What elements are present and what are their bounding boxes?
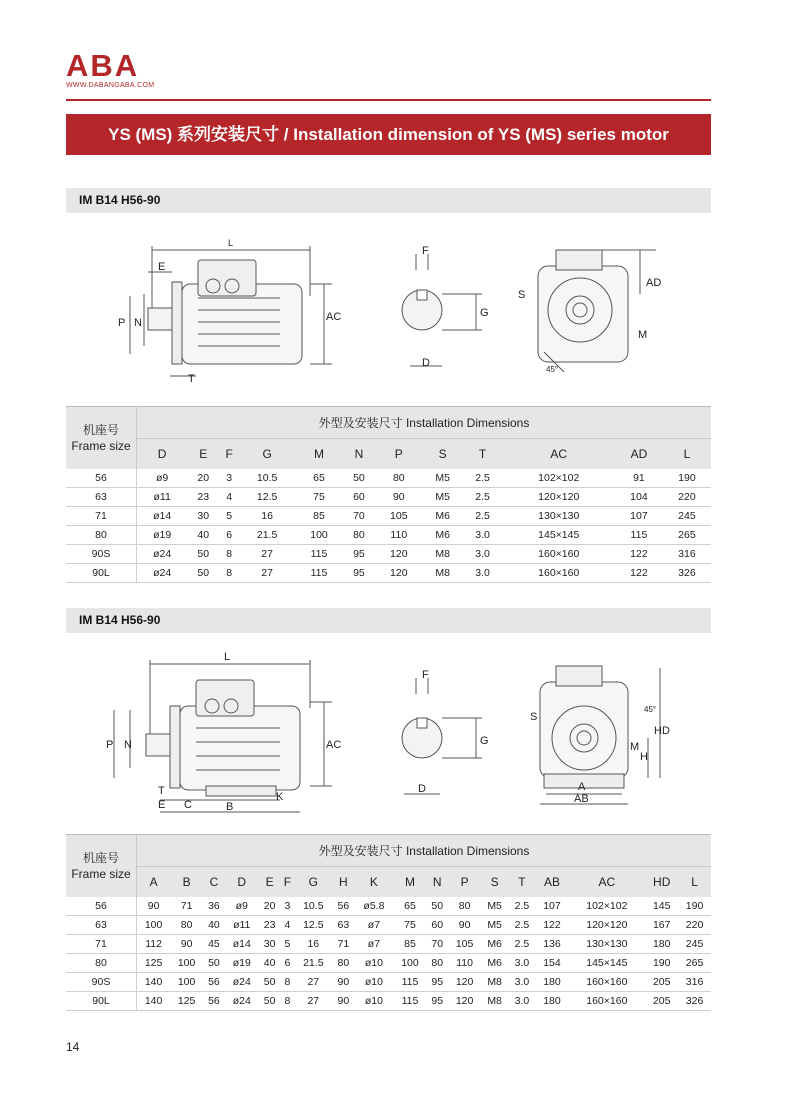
dimension-cell: 120 bbox=[448, 973, 481, 992]
dim-label-AB: AB bbox=[574, 793, 589, 805]
dimension-cell: 125 bbox=[137, 954, 171, 973]
dim-label-angle: 45° bbox=[546, 365, 559, 374]
dim-label-G: G bbox=[480, 307, 489, 319]
dimension-cell: 2.5 bbox=[508, 935, 535, 954]
dimension-cell: 4 bbox=[219, 488, 239, 507]
frame-size-cell: 63 bbox=[66, 916, 137, 935]
column-header: F bbox=[219, 439, 239, 470]
dimension-cell: 107 bbox=[615, 507, 663, 526]
dimension-cell: 75 bbox=[394, 916, 427, 935]
dimension-cell: ø11 bbox=[225, 916, 259, 935]
dim-label-T: T bbox=[158, 785, 165, 797]
dim-label-F: F bbox=[422, 669, 429, 681]
frame-size-cell: 71 bbox=[66, 507, 137, 526]
dimension-cell: 70 bbox=[343, 507, 375, 526]
dimension-cell: 3.0 bbox=[508, 973, 535, 992]
dimension-table-1 bbox=[66, 406, 711, 583]
dimension-cell: ø19 bbox=[137, 526, 188, 545]
dimension-cell: 40 bbox=[203, 916, 225, 935]
dim-label-B: B bbox=[226, 801, 234, 813]
dimension-cell: 70 bbox=[426, 935, 448, 954]
frame-size-cell: 80 bbox=[66, 526, 137, 545]
dim-label-L: L bbox=[228, 238, 234, 248]
dimension-cell: 8 bbox=[219, 564, 239, 583]
dimension-cell: 265 bbox=[663, 526, 711, 545]
dim-label-H: H bbox=[640, 751, 648, 763]
column-header: G bbox=[294, 867, 332, 898]
dimension-cell: 2.5 bbox=[508, 916, 535, 935]
dimension-cell: 85 bbox=[394, 935, 427, 954]
dimension-cell: 85 bbox=[295, 507, 343, 526]
column-header: E bbox=[259, 867, 281, 898]
dimension-cell: 205 bbox=[645, 973, 678, 992]
page-number: 14 bbox=[66, 1040, 80, 1054]
dimension-cell: 3 bbox=[281, 897, 295, 916]
dimension-cell: 27 bbox=[239, 564, 295, 583]
dimension-cell: ø24 bbox=[137, 564, 188, 583]
dim-label-N: N bbox=[124, 739, 132, 751]
table-row bbox=[66, 469, 711, 488]
frame-size-header bbox=[66, 407, 137, 470]
dimension-cell: 115 bbox=[295, 545, 343, 564]
dimension-cell: 6 bbox=[219, 526, 239, 545]
column-header: C bbox=[203, 867, 225, 898]
table-row bbox=[66, 935, 711, 954]
dimension-cell: 10.5 bbox=[294, 897, 332, 916]
dimension-cell: 120 bbox=[375, 545, 423, 564]
column-header: AD bbox=[615, 439, 663, 470]
dimension-cell: 36 bbox=[203, 897, 225, 916]
dimension-cell: 80 bbox=[332, 954, 354, 973]
dimension-cell: 40 bbox=[259, 954, 281, 973]
dimension-cell: 100 bbox=[137, 916, 171, 935]
table-row bbox=[66, 526, 711, 545]
dimension-cell: 326 bbox=[663, 564, 711, 583]
dimension-cell: 71 bbox=[332, 935, 354, 954]
dimension-cell: 110 bbox=[375, 526, 423, 545]
dimension-cell: 95 bbox=[343, 564, 375, 583]
dimension-cell: 3.0 bbox=[463, 526, 503, 545]
dimension-cell: 3 bbox=[219, 469, 239, 488]
column-header: G bbox=[239, 439, 295, 470]
frame-size-cell: 56 bbox=[66, 469, 137, 488]
dim-label-C: C bbox=[184, 799, 192, 811]
dimension-cell: 90 bbox=[170, 935, 203, 954]
column-header: S bbox=[481, 867, 508, 898]
dimension-cell: 316 bbox=[678, 973, 711, 992]
dim-label-S: S bbox=[530, 711, 538, 723]
dimension-cell: 100 bbox=[295, 526, 343, 545]
dimension-cell: 21.5 bbox=[294, 954, 332, 973]
dimension-cell: 326 bbox=[678, 992, 711, 1011]
column-header: AB bbox=[536, 867, 569, 898]
dimension-cell: 110 bbox=[448, 954, 481, 973]
dimension-cell: ø10 bbox=[354, 973, 393, 992]
dimension-cell: ø19 bbox=[225, 954, 259, 973]
dimension-cell: ø9 bbox=[137, 469, 188, 488]
table-row bbox=[66, 954, 711, 973]
dimension-cell: 50 bbox=[259, 973, 281, 992]
dimension-cell: 91 bbox=[615, 469, 663, 488]
dimension-cell: 220 bbox=[663, 488, 711, 507]
dimension-cell: 220 bbox=[678, 916, 711, 935]
dimension-cell: 20 bbox=[187, 469, 219, 488]
dimension-cell: 5 bbox=[281, 935, 295, 954]
frame-size-cell: 90S bbox=[66, 545, 137, 564]
dim-label-AD: AD bbox=[646, 277, 662, 289]
page-title: YS (MS) 系列安装尺寸 / Installation dimension of YS (MS) series motor bbox=[66, 114, 711, 155]
dim-label-P: P bbox=[118, 317, 126, 329]
dim-label-F: F bbox=[422, 245, 429, 257]
dimension-cell: 265 bbox=[678, 954, 711, 973]
dimensions-group-header: 外型及安装尺寸 Installation Dimensions bbox=[137, 407, 712, 439]
dimension-cell: 75 bbox=[295, 488, 343, 507]
dimension-cell: 125 bbox=[170, 992, 203, 1011]
dimension-cell: 245 bbox=[678, 935, 711, 954]
dimension-cell: 115 bbox=[295, 564, 343, 583]
dimension-cell: ø10 bbox=[354, 954, 393, 973]
dimension-table-2 bbox=[66, 834, 711, 1011]
dim-label-M: M bbox=[630, 741, 640, 753]
dimension-cell: 3.0 bbox=[508, 954, 535, 973]
column-header: E bbox=[187, 439, 219, 470]
column-header: K bbox=[354, 867, 393, 898]
dimension-cell: 65 bbox=[295, 469, 343, 488]
dimension-cell: 50 bbox=[343, 469, 375, 488]
dimension-cell: 154 bbox=[536, 954, 569, 973]
column-header: T bbox=[508, 867, 535, 898]
dimension-cell: ø11 bbox=[137, 488, 188, 507]
dimension-cell: 27 bbox=[239, 545, 295, 564]
dimension-cell: 112 bbox=[137, 935, 171, 954]
dimension-cell: 40 bbox=[187, 526, 219, 545]
dimension-cell: 122 bbox=[615, 564, 663, 583]
dimension-cell: 2.5 bbox=[463, 507, 503, 526]
dimension-cell: 50 bbox=[426, 897, 448, 916]
table-row bbox=[66, 564, 711, 583]
brand-url: WWW.DABANGABA.COM bbox=[66, 82, 155, 89]
dimension-cell: ø9 bbox=[225, 897, 259, 916]
dimension-cell: 145 bbox=[645, 897, 678, 916]
dim-label-AC: AC bbox=[326, 739, 342, 751]
dimension-cell: 115 bbox=[615, 526, 663, 545]
dim-label-L: L bbox=[224, 651, 231, 663]
column-header: H bbox=[332, 867, 354, 898]
dim-label-P: P bbox=[106, 739, 114, 751]
column-header: A bbox=[137, 867, 171, 898]
dimension-cell: 90 bbox=[448, 916, 481, 935]
dimension-cell: 107 bbox=[536, 897, 569, 916]
dimension-cell: 23 bbox=[259, 916, 281, 935]
dimension-cell: 5 bbox=[219, 507, 239, 526]
column-header: AC bbox=[503, 439, 615, 470]
dimension-cell: ø5.8 bbox=[354, 897, 393, 916]
dimension-cell: 56 bbox=[203, 973, 225, 992]
dimension-cell: M5 bbox=[481, 897, 508, 916]
table-row bbox=[66, 545, 711, 564]
dimension-cell: 20 bbox=[259, 897, 281, 916]
dimension-cell: 50 bbox=[187, 564, 219, 583]
dimension-cell: M5 bbox=[481, 916, 508, 935]
dimension-cell: ø24 bbox=[225, 973, 259, 992]
dimension-cell: ø24 bbox=[137, 545, 188, 564]
dimension-cell: 80 bbox=[426, 954, 448, 973]
frame-size-cell: 90S bbox=[66, 973, 137, 992]
frame-size-cell: 90L bbox=[66, 992, 137, 1011]
column-header: P bbox=[448, 867, 481, 898]
table-row bbox=[66, 897, 711, 916]
frame-size-cell: 71 bbox=[66, 935, 137, 954]
dimension-cell: 190 bbox=[645, 954, 678, 973]
header-rule bbox=[66, 99, 711, 101]
column-header: D bbox=[225, 867, 259, 898]
dimension-cell: 130×130 bbox=[568, 935, 645, 954]
dimension-cell: 50 bbox=[187, 545, 219, 564]
dimension-cell: 180 bbox=[536, 992, 569, 1011]
dimension-cell: 2.5 bbox=[463, 469, 503, 488]
frame-size-cell: 80 bbox=[66, 954, 137, 973]
section-2-heading: IM B14 H56-90 bbox=[66, 608, 711, 633]
dimension-cell: M8 bbox=[481, 973, 508, 992]
dimension-cell: 27 bbox=[294, 973, 332, 992]
dim-label-A: A bbox=[578, 781, 586, 793]
dimension-cell: 2.5 bbox=[508, 897, 535, 916]
frame-size-label-en: Frame size bbox=[71, 867, 131, 881]
dimension-cell: 145×145 bbox=[503, 526, 615, 545]
table-row bbox=[66, 973, 711, 992]
brand-name: ABA bbox=[66, 48, 140, 83]
dimension-cell: 71 bbox=[170, 897, 203, 916]
column-header: N bbox=[426, 867, 448, 898]
dimension-cell: 100 bbox=[394, 954, 427, 973]
dim-label-T: T bbox=[188, 373, 195, 385]
dimension-cell: 90 bbox=[332, 992, 354, 1011]
frame-size-cell: 56 bbox=[66, 897, 137, 916]
dimension-cell: 316 bbox=[663, 545, 711, 564]
dimension-cell: 80 bbox=[343, 526, 375, 545]
dim-label-HD: HD bbox=[654, 725, 670, 737]
dimension-cell: ø14 bbox=[225, 935, 259, 954]
dimension-cell: 10.5 bbox=[239, 469, 295, 488]
dimension-cell: 190 bbox=[663, 469, 711, 488]
dimension-cell: 90 bbox=[332, 973, 354, 992]
dimension-cell: 120 bbox=[448, 992, 481, 1011]
dimension-cell: 30 bbox=[259, 935, 281, 954]
dimension-cell: 90 bbox=[137, 897, 171, 916]
dimension-cell: M8 bbox=[481, 992, 508, 1011]
brand-logo bbox=[66, 50, 154, 89]
dim-label-E: E bbox=[158, 261, 166, 273]
dimension-cell: 180 bbox=[645, 935, 678, 954]
dimension-cell: 145×145 bbox=[568, 954, 645, 973]
dimension-cell: 2.5 bbox=[463, 488, 503, 507]
dimension-cell: 80 bbox=[375, 469, 423, 488]
table-row bbox=[66, 507, 711, 526]
column-header: F bbox=[281, 867, 295, 898]
dimension-cell: 65 bbox=[394, 897, 427, 916]
dimension-cell: 122 bbox=[536, 916, 569, 935]
dimension-cell: 120 bbox=[375, 564, 423, 583]
dimension-cell: M6 bbox=[481, 954, 508, 973]
dim-label-N: N bbox=[134, 317, 142, 329]
dimension-cell: 105 bbox=[375, 507, 423, 526]
dimension-cell: 160×160 bbox=[568, 992, 645, 1011]
dimension-cell: M5 bbox=[423, 469, 463, 488]
dimension-cell: ø14 bbox=[137, 507, 188, 526]
dimension-cell: 21.5 bbox=[239, 526, 295, 545]
dimension-cell: 6 bbox=[281, 954, 295, 973]
dimension-cell: 160×160 bbox=[503, 564, 615, 583]
dimension-cell: 63 bbox=[332, 916, 354, 935]
dimension-cell: 56 bbox=[203, 992, 225, 1011]
dimension-cell: 136 bbox=[536, 935, 569, 954]
dimension-cell: 100 bbox=[170, 954, 203, 973]
dimension-cell: M5 bbox=[423, 488, 463, 507]
dimension-cell: 50 bbox=[259, 992, 281, 1011]
dimension-cell: 95 bbox=[343, 545, 375, 564]
dimension-cell: 190 bbox=[678, 897, 711, 916]
dim-label-E: E bbox=[158, 799, 166, 811]
dimension-cell: 245 bbox=[663, 507, 711, 526]
dimension-cell: ø24 bbox=[225, 992, 259, 1011]
dim-label-AC: AC bbox=[326, 311, 342, 323]
dimension-cell: 122 bbox=[615, 545, 663, 564]
dimension-cell: 60 bbox=[426, 916, 448, 935]
dimension-cell: 102×102 bbox=[568, 897, 645, 916]
dim-label-angle: 45° bbox=[644, 705, 657, 714]
dimension-cell: M6 bbox=[423, 526, 463, 545]
column-header: M bbox=[394, 867, 427, 898]
motor-drawing-1 bbox=[100, 236, 660, 386]
column-header: N bbox=[343, 439, 375, 470]
dim-label-D: D bbox=[418, 783, 426, 795]
column-header: L bbox=[678, 867, 711, 898]
dimension-cell: 50 bbox=[203, 954, 225, 973]
section-1-heading: IM B14 H56-90 bbox=[66, 188, 711, 213]
dim-label-G: G bbox=[480, 735, 489, 747]
dimension-cell: 16 bbox=[294, 935, 332, 954]
dimension-cell: ø7 bbox=[354, 935, 393, 954]
dim-label-D: D bbox=[422, 357, 430, 369]
dimension-cell: 95 bbox=[426, 973, 448, 992]
column-header: S bbox=[423, 439, 463, 470]
dimension-cell: 100 bbox=[170, 973, 203, 992]
dimension-cell: ø10 bbox=[354, 992, 393, 1011]
column-header: B bbox=[170, 867, 203, 898]
dimension-cell: 80 bbox=[170, 916, 203, 935]
dimension-cell: 30 bbox=[187, 507, 219, 526]
motor-drawing-2 bbox=[100, 648, 670, 818]
dimension-cell: 27 bbox=[294, 992, 332, 1011]
frame-size-label-cn: 机座号 bbox=[82, 423, 119, 437]
dimension-cell: 120×120 bbox=[568, 916, 645, 935]
dimension-cell: 16 bbox=[239, 507, 295, 526]
dimension-cell: 120×120 bbox=[503, 488, 615, 507]
dimension-cell: 60 bbox=[343, 488, 375, 507]
column-header: L bbox=[663, 439, 711, 470]
dimension-cell: 167 bbox=[645, 916, 678, 935]
frame-size-label-en: Frame size bbox=[71, 439, 131, 453]
dimension-cell: 115 bbox=[394, 992, 427, 1011]
dimension-cell: 130×130 bbox=[503, 507, 615, 526]
dimension-cell: 102×102 bbox=[503, 469, 615, 488]
dimension-cell: 8 bbox=[281, 992, 295, 1011]
dimension-cell: 45 bbox=[203, 935, 225, 954]
dimension-cell: 80 bbox=[448, 897, 481, 916]
frame-size-cell: 90L bbox=[66, 564, 137, 583]
column-header: D bbox=[137, 439, 188, 470]
dimension-cell: 8 bbox=[281, 973, 295, 992]
dimension-cell: 105 bbox=[448, 935, 481, 954]
dimension-cell: 3.0 bbox=[463, 564, 503, 583]
column-header: M bbox=[295, 439, 343, 470]
dimension-cell: 4 bbox=[281, 916, 295, 935]
dimension-cell: 160×160 bbox=[568, 973, 645, 992]
dimension-cell: 3.0 bbox=[508, 992, 535, 1011]
dimension-cell: 140 bbox=[137, 973, 171, 992]
dimension-cell: 95 bbox=[426, 992, 448, 1011]
dimension-cell: 115 bbox=[394, 973, 427, 992]
dimension-cell: 180 bbox=[536, 973, 569, 992]
frame-size-label-cn: 机座号 bbox=[82, 851, 119, 865]
dimensions-group-header: 外型及安装尺寸 Installation Dimensions bbox=[137, 835, 712, 867]
dimension-cell: M8 bbox=[423, 564, 463, 583]
dimension-cell: M6 bbox=[423, 507, 463, 526]
dimension-cell: 56 bbox=[332, 897, 354, 916]
dimension-cell: 90 bbox=[375, 488, 423, 507]
dimension-cell: 3.0 bbox=[463, 545, 503, 564]
column-header: AC bbox=[568, 867, 645, 898]
dim-label-S: S bbox=[518, 289, 526, 301]
dimension-cell: 205 bbox=[645, 992, 678, 1011]
table-row bbox=[66, 488, 711, 507]
dimension-cell: 23 bbox=[187, 488, 219, 507]
dim-label-M: M bbox=[638, 329, 648, 341]
dim-label-K: K bbox=[276, 791, 284, 803]
dimension-cell: 12.5 bbox=[294, 916, 332, 935]
table-row bbox=[66, 992, 711, 1011]
frame-size-cell: 63 bbox=[66, 488, 137, 507]
dimension-cell: 12.5 bbox=[239, 488, 295, 507]
column-header: HD bbox=[645, 867, 678, 898]
dimension-cell: 140 bbox=[137, 992, 171, 1011]
dimension-cell: M6 bbox=[481, 935, 508, 954]
dimension-cell: M8 bbox=[423, 545, 463, 564]
column-header: P bbox=[375, 439, 423, 470]
table-row bbox=[66, 916, 711, 935]
frame-size-header bbox=[66, 835, 137, 898]
dimension-cell: 104 bbox=[615, 488, 663, 507]
dimension-cell: 160×160 bbox=[503, 545, 615, 564]
dimension-cell: ø7 bbox=[354, 916, 393, 935]
column-header: T bbox=[463, 439, 503, 470]
dimension-cell: 8 bbox=[219, 545, 239, 564]
